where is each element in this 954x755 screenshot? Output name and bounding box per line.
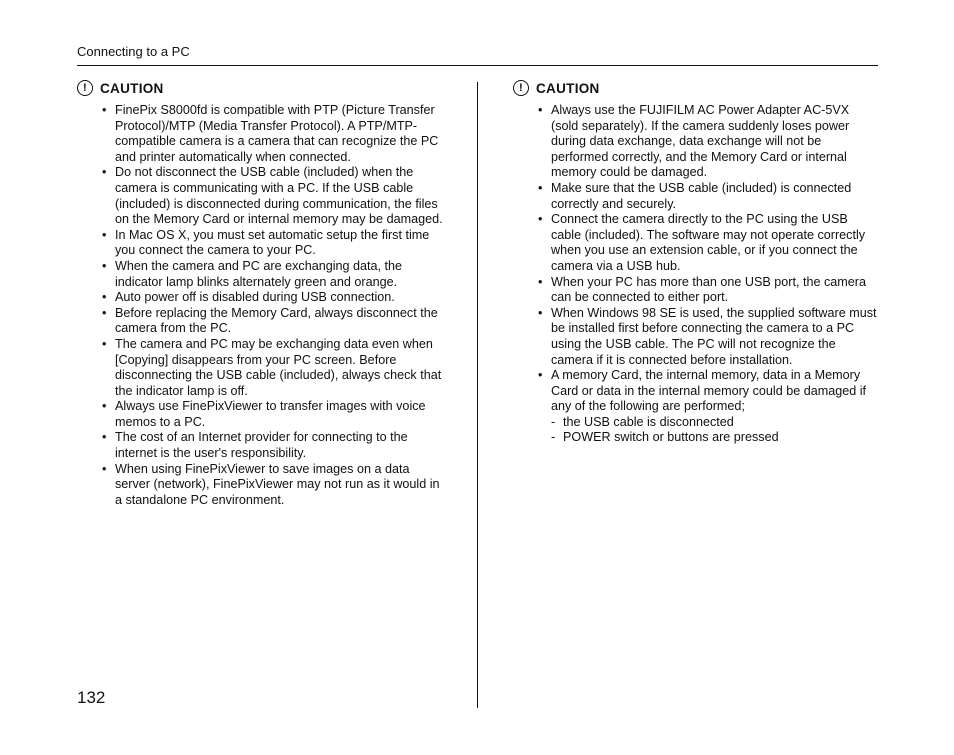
list-item: • When your PC has more than one USB port, the camera can be connected to either port. <box>538 275 879 306</box>
list-item: • Before replacing the Memory Card, always disconnect the camera from the PC. <box>102 306 445 337</box>
list-item: • Auto power off is disabled during USB connection. <box>102 290 445 306</box>
exclamation-circle-icon: ! <box>77 80 93 96</box>
right-caution-column <box>513 78 879 446</box>
left-caution-list <box>77 103 445 508</box>
list-item: • In Mac OS X, you must set automatic setup the first time you connect the camera to your PC. <box>102 228 445 259</box>
left-caution-column <box>77 78 445 508</box>
right-caution-heading <box>513 78 879 98</box>
list-item: • FinePix S8000fd is compatible with PTP (Picture Transfer Protocol)/MTP (Media Transfer Protocol). A PTP/MTP-compatible camera is a camera that can recognize the PC and printer automatically when connected. <box>102 103 445 165</box>
sub-list-item: - the USB cable is disconnected <box>551 415 879 431</box>
list-item: • Make sure that the USB cable (included) is connected correctly and securely. <box>538 181 879 212</box>
list-item: • The cost of an Internet provider for connecting to the internet is the user's responsibility. <box>102 430 445 461</box>
exclamation-circle-icon: ! <box>513 80 529 96</box>
list-item: • Connect the camera directly to the PC using the USB cable (included). The software may not operate correctly when you use an extension cable, or if you connect the camera via a USB hub. <box>538 212 879 274</box>
page-number: 132 <box>77 688 106 707</box>
list-item: • A memory Card, the internal memory, data in a Memory Card or data in the internal memory could be damaged if any of the following are performed; <box>538 368 879 415</box>
section-title: Connecting to a PC <box>77 44 190 59</box>
left-caution-heading-text: CAUTION <box>100 80 164 96</box>
column-divider <box>477 82 478 708</box>
list-item: • When the camera and PC are exchanging data, the indicator lamp blinks alternately green and orange. <box>102 259 445 290</box>
right-caution-list <box>513 103 879 415</box>
right-caution-heading-text: CAUTION <box>536 80 600 96</box>
list-item: • Always use FinePixViewer to transfer images with voice memos to a PC. <box>102 399 445 430</box>
list-item: • When using FinePixViewer to save images on a data server (network), FinePixViewer may not run as it would in a standalone PC environment. <box>102 462 445 509</box>
right-caution-sublist <box>513 415 879 446</box>
sub-list-item: - POWER switch or buttons are pressed <box>551 430 879 446</box>
list-item: • Do not disconnect the USB cable (included) when the camera is communicating with a PC. If the USB cable (included) is disconnected during communication, the files on the Memory Card or internal memory may be damaged. <box>102 165 445 227</box>
list-item: • Always use the FUJIFILM AC Power Adapter AC-5VX (sold separately). If the camera suddenly loses power during data exchange, data exchange will not be performed correctly, and the Memory Card or internal memory could be damaged. <box>538 103 879 181</box>
left-caution-heading <box>77 78 445 98</box>
list-item: • When Windows 98 SE is used, the supplied software must be installed first before connecting the camera to a PC using the USB cable. The PC will not recognize the camera if it is connected before installation. <box>538 306 879 368</box>
list-item: • The camera and PC may be exchanging data even when [Copying] disappears from your PC screen. Before disconnecting the USB cable (included), always check that the indicator lamp is off. <box>102 337 445 399</box>
header-rule <box>77 65 878 66</box>
